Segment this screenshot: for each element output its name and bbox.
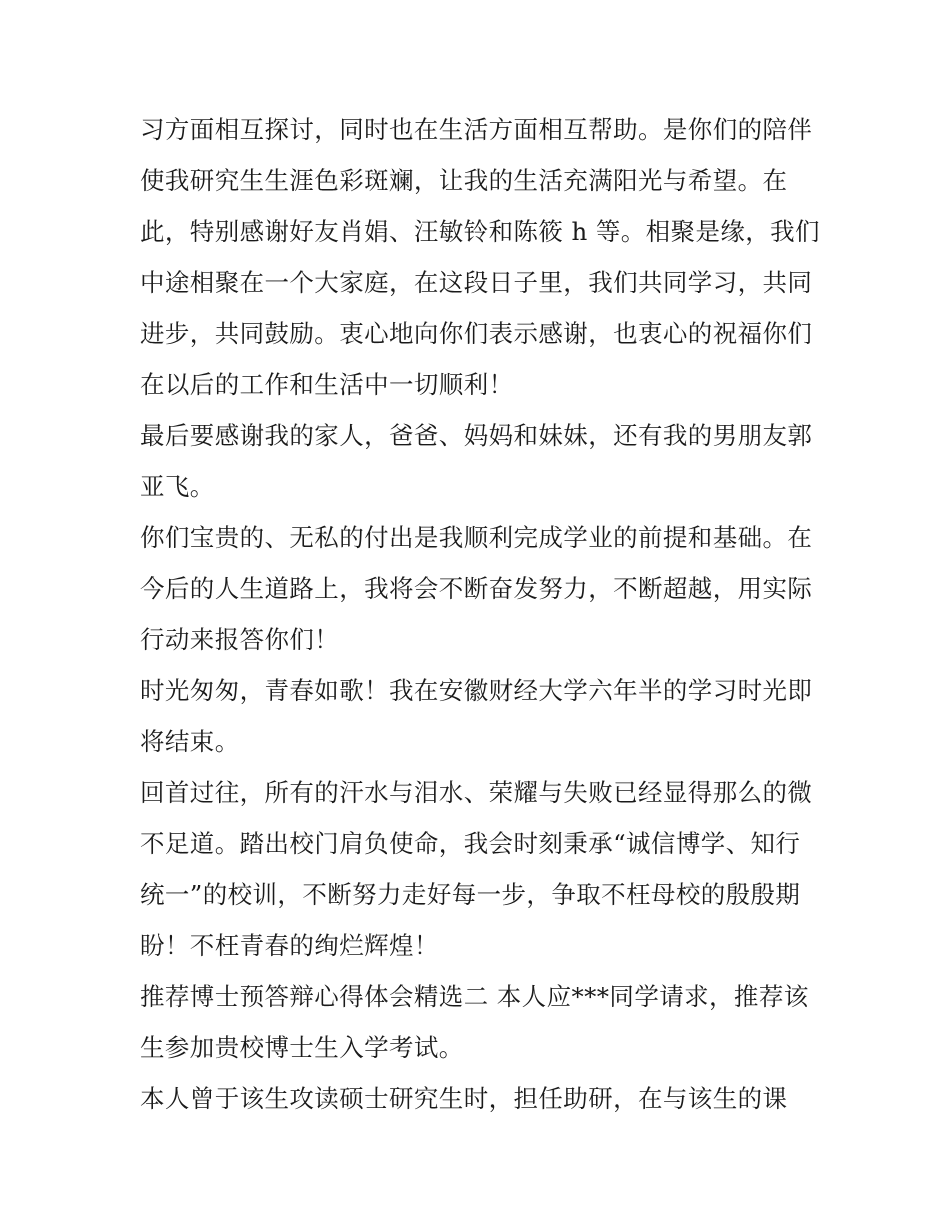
text-line: 行动来报答你们！: [140, 625, 340, 654]
text-line: 时光匆匆，青春如歌！我在安徽财经大学六年半的学习时光即: [140, 676, 813, 705]
text-line: 盼！不枉青春的绚烂辉煌！: [140, 931, 439, 960]
text-line: 今后的人生道路上，我将会不断奋发努力，不断超越，用实际: [140, 574, 813, 603]
text-line: 最后要感谢我的家人，爸爸、妈妈和妹妹，还有我的男朋友郭: [140, 421, 813, 450]
text-line: 亚飞。: [140, 472, 215, 501]
text-line: 统一”的校训，不断努力走好每一步，争取不枉母校的殷殷期: [140, 880, 801, 909]
text-line: 使我研究生生涯色彩斑斓，让我的生活充满阳光与希望。在: [140, 166, 788, 195]
text-line: 在以后的工作和生活中一切顺利！: [140, 370, 514, 399]
text-line: 你们宝贵的、无私的付出是我顺利完成学业的前提和基础。在: [140, 523, 813, 552]
text-line: 此，特别感谢好友肖娟、汪敏铃和陈筱 h 等。相聚是缘，我们: [140, 217, 820, 246]
text-line: 习方面相互探讨，同时也在生活方面相互帮助。是你们的陪伴: [140, 115, 813, 144]
document-body: [140, 104, 820, 1124]
text-line: 回首过往，所有的汗水与泪水、荣耀与失败已经显得那么的微: [140, 778, 813, 807]
text-line: 将结束。: [140, 727, 240, 756]
text-line: 不足道。踏出校门肩负使命，我会时刻秉承“诚信博学、知行: [140, 829, 801, 858]
text-line: 推荐博士预答辩心得体会精选二 本人应***同学请求，推荐该: [140, 982, 809, 1011]
text-line: 中途相聚在一个大家庭，在这段日子里，我们共同学习，共同: [140, 268, 813, 297]
text-line: 本人曾于该生攻读硕士研究生时，担任助研，在与该生的课: [140, 1084, 788, 1113]
text-line: 生参加贵校博士生入学考试。: [140, 1033, 464, 1062]
text-line: 进步，共同鼓励。衷心地向你们表示感谢，也衷心的祝福你们: [140, 319, 813, 348]
